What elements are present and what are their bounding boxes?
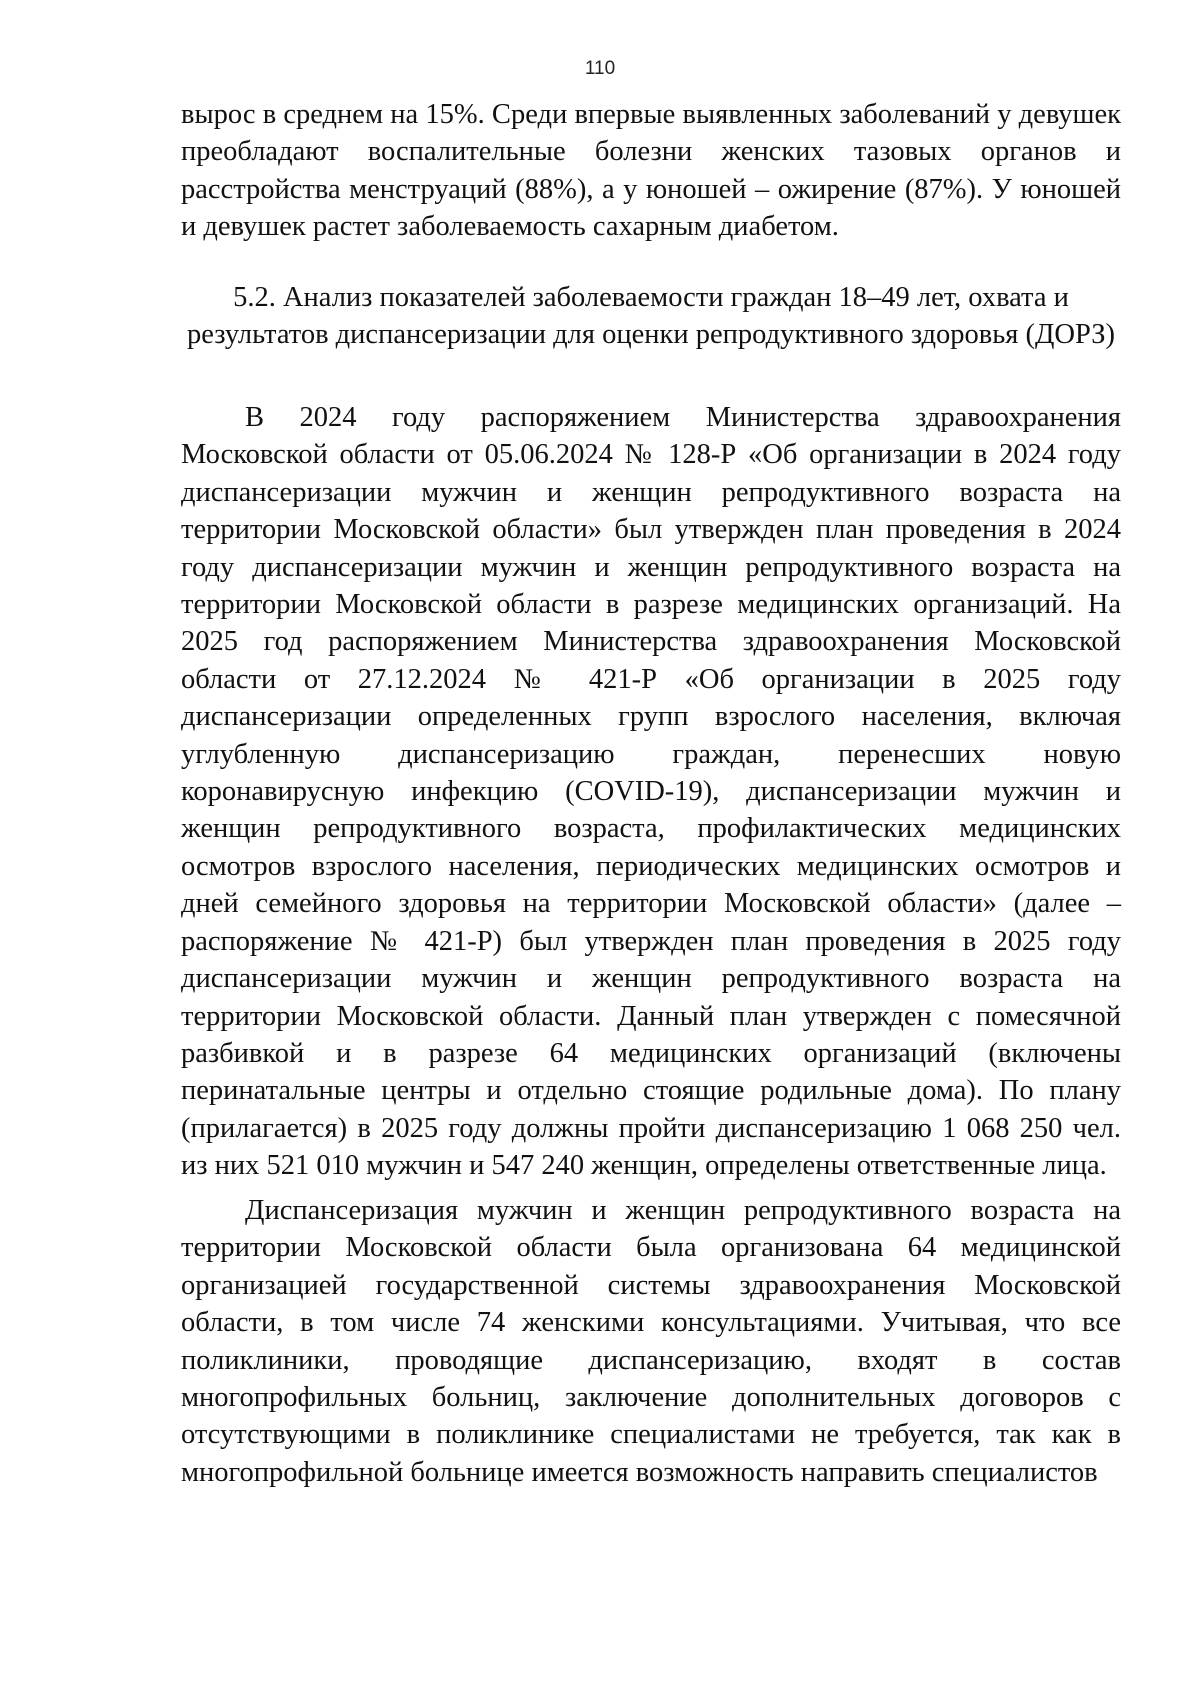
paragraph-intro: вырос в среднем на 15%. Среди впервые выявленных заболеваний у девушек преобладают воспалительные болезни женских тазовых органов и расстройства менструаций (88%), а у юношей – ожирение (87%). У юношей и девушек растет заболеваемость сахарным диабетом. xyxy=(181,99,1121,243)
paragraph-dispensary-plan: В 2024 году распоряжением Министерства здравоохранения Московской области от 05.06.2024 № 128-Р «Об организации в 2024 году диспансеризации мужчин и женщин репродуктивного возраста на территории Московской области» был утвержден план проведения в 2024 году диспансеризации мужчин и женщин репродуктивного возраста на территории Московской области в разрезе медицинских организаций. На 2025 год распоряжением Министерства здравоохранения Московской области от 27.12.2024 № 421-Р «Об организации в 2025 году диспансеризации определенных групп взрослого населения, включая углубленную диспансеризацию граждан, перенесших новую коронавирусную инфекцию (COVID-19), диспансеризации мужчин и женщин репродуктивного возраста, профилактических медицинских осмотров взрослого населения, периодических медицинских осмотров и дней семейного здоровья на территории Московской области» (далее – распоряжение № 421-Р) был утвержден план проведения в 2025 году диспансеризации мужчин и женщин репродуктивного возраста на территории Московской области. Данный план утвержден с помесячной разбивкой и в разрезе 64 медицинских организаций (включены перинатальные центры и отдельно стоящие родильные дома). По плану (прилагается) в 2025 году должны пройти диспансеризацию 1 068 250 чел. из них 521 010 мужчин и 547 240 женщин, определены ответственные лица. xyxy=(181,402,1121,1182)
page-number: 110 xyxy=(584,58,616,79)
section-heading: 5.2. Анализ показателей заболеваемости граждан 18–49 лет, охвата и результатов диспансеризации для оценки репродуктивного здоровья (ДОРЗ) xyxy=(187,282,1115,351)
paragraph-dispensary-organization: Диспансеризация мужчин и женщин репродуктивного возраста на территории Московской области была организована 64 медицинской организацией государственной системы здравоохранения Московской области, в том числе 74 женскими консультациями. Учитывая, что все поликлиники, проводящие диспансеризацию, входят в состав многопрофильных больниц, заключение дополнительных договоров с отсутствующими в поликлинике специалистами не требуется, так как в многопрофильной больнице имеется возможность направить специалистов xyxy=(181,1195,1121,1488)
